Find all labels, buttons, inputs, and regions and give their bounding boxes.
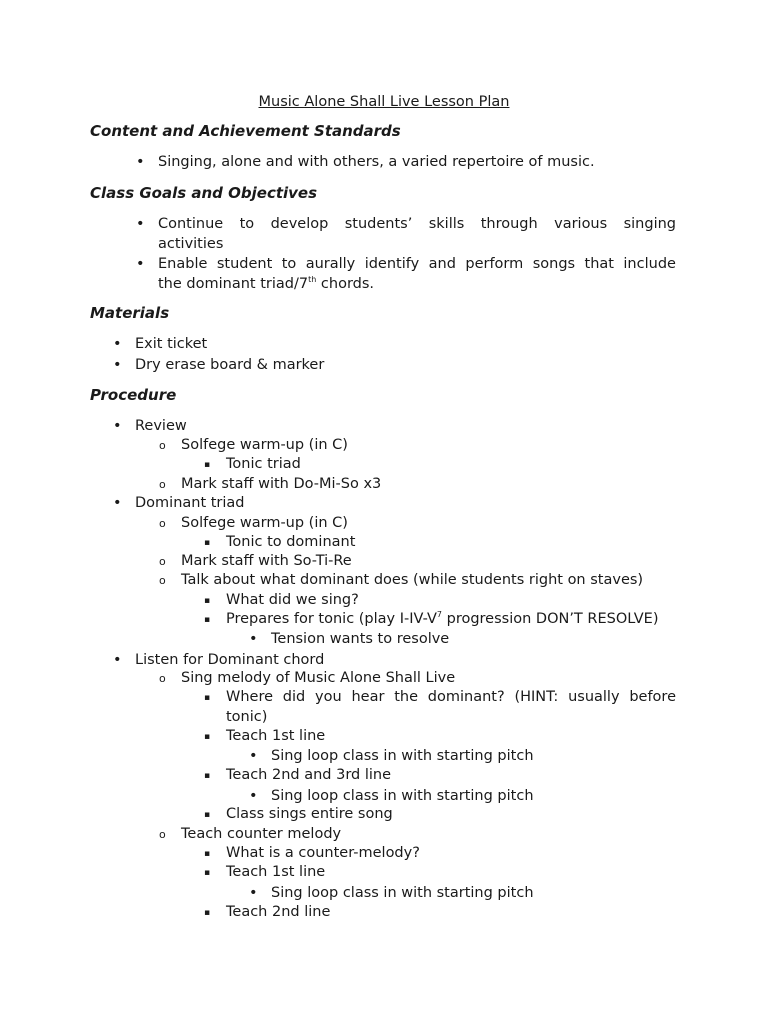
list-item: Listen for Dominant chord: [135, 652, 325, 668]
word: Enable: [158, 256, 208, 272]
list-item: Dry erase board & marker: [135, 357, 325, 373]
list-item: Teach counter melody: [181, 826, 342, 842]
word: Continue: [158, 216, 224, 232]
list-item: Sing loop class in with starting pitch: [271, 788, 534, 804]
list-item: Sing loop class in with starting pitch: [271, 885, 534, 901]
list-item: Sing loop class in with starting pitch: [271, 748, 534, 764]
list-item-continuation: [158, 274, 374, 294]
bullet-icon: •: [136, 154, 145, 170]
square-bullet-icon: ▪: [204, 771, 211, 781]
word: singing: [623, 216, 676, 232]
square-bullet-icon: ▪: [204, 693, 211, 703]
list-item: Teach 1st line: [226, 728, 326, 744]
bullet-icon: •: [113, 495, 122, 511]
bullet-icon: •: [113, 357, 122, 373]
word: develop: [270, 216, 329, 232]
square-bullet-icon: ▪: [204, 908, 211, 918]
square-bullet-icon: ▪: [204, 538, 211, 548]
list-item: Exit ticket: [135, 336, 208, 352]
word: students’: [344, 216, 413, 232]
word: to: [239, 216, 255, 232]
square-bullet-icon: ▪: [204, 460, 211, 470]
list-item: [226, 609, 658, 629]
word: through: [480, 216, 538, 232]
word: you: [315, 689, 342, 705]
word: to: [281, 256, 297, 272]
bullet-icon: •: [249, 748, 258, 764]
list-item: Class sings entire song: [226, 806, 393, 822]
list-item: What did we sing?: [226, 592, 359, 608]
square-bullet-icon: ▪: [204, 596, 211, 606]
bullet-icon: •: [249, 631, 258, 647]
bullet-icon: •: [136, 256, 145, 272]
list-item: [158, 214, 676, 234]
square-bullet-icon: ▪: [204, 849, 211, 859]
word: skills: [428, 216, 465, 232]
list-item: Singing, alone and with others, a varied repertoire of music.: [158, 154, 595, 170]
list-item: Solfege warm-up (in C): [181, 515, 348, 531]
list-item: What is a counter-melody?: [226, 845, 420, 861]
list-item-continuation: activities: [158, 236, 224, 252]
word: (HINT:: [514, 689, 559, 705]
list-item: Mark staff with So-Ti-Re: [181, 553, 352, 569]
text: chords.: [316, 276, 375, 292]
word: did: [282, 689, 306, 705]
square-bullet-icon: ▪: [204, 732, 211, 742]
list-item: Tonic to dominant: [226, 534, 356, 550]
circle-bullet-icon: o: [159, 574, 166, 587]
list-item: Tension wants to resolve: [271, 631, 450, 647]
circle-bullet-icon: o: [159, 439, 166, 452]
bullet-icon: •: [113, 652, 122, 668]
word: the: [394, 689, 418, 705]
list-item: Teach 2nd line: [226, 904, 331, 920]
word: perform: [465, 256, 524, 272]
bullet-icon: •: [113, 336, 122, 352]
materials-heading: Materials: [90, 304, 170, 322]
word: hear: [351, 689, 385, 705]
procedure-heading: Procedure: [90, 386, 177, 404]
word: Where: [226, 689, 274, 705]
word: and: [428, 256, 456, 272]
bullet-icon: •: [249, 885, 258, 901]
square-bullet-icon: ▪: [204, 810, 211, 820]
word: aurally: [305, 256, 356, 272]
standards-heading: Content and Achievement Standards: [90, 122, 401, 140]
word: various: [554, 216, 608, 232]
list-item: Sing melody of Music Alone Shall Live: [181, 670, 456, 686]
goals-heading: Class Goals and Objectives: [90, 184, 318, 202]
word: student: [216, 256, 273, 272]
circle-bullet-icon: o: [159, 828, 166, 841]
superscript: th: [308, 275, 317, 284]
word: that: [584, 256, 614, 272]
superscript: 7: [436, 610, 442, 619]
list-item-continuation: tonic): [226, 709, 268, 725]
text: the dominant triad/7: [158, 276, 309, 292]
word: usually: [568, 689, 620, 705]
list-item: Teach 2nd and 3rd line: [226, 767, 392, 783]
word: dominant?: [427, 689, 505, 705]
list-item: Teach 1st line: [226, 864, 326, 880]
square-bullet-icon: ▪: [204, 615, 211, 625]
word: include: [623, 256, 676, 272]
list-item: Mark staff with Do-Mi-So x3: [181, 476, 382, 492]
circle-bullet-icon: o: [159, 517, 166, 530]
word: songs: [532, 256, 576, 272]
text: Prepares for tonic (play I-IV-V: [226, 611, 437, 627]
list-item: [158, 254, 676, 274]
square-bullet-icon: ▪: [204, 868, 211, 878]
list-item: Review: [135, 418, 187, 434]
list-item: [226, 687, 676, 707]
bullet-icon: •: [249, 788, 258, 804]
circle-bullet-icon: o: [159, 478, 166, 491]
word: identify: [364, 256, 420, 272]
list-item: Solfege warm-up (in C): [181, 437, 348, 453]
list-item: Talk about what dominant does (while students right on staves): [181, 572, 644, 588]
circle-bullet-icon: o: [159, 672, 166, 685]
list-item: Tonic triad: [226, 456, 301, 472]
page-title: Music Alone Shall Live Lesson Plan: [258, 94, 510, 110]
circle-bullet-icon: o: [159, 555, 166, 568]
text: progression DON’T RESOLVE): [442, 611, 659, 627]
word: before: [629, 689, 676, 705]
bullet-icon: •: [136, 216, 145, 232]
bullet-icon: •: [113, 418, 122, 434]
list-item: Dominant triad: [135, 495, 245, 511]
